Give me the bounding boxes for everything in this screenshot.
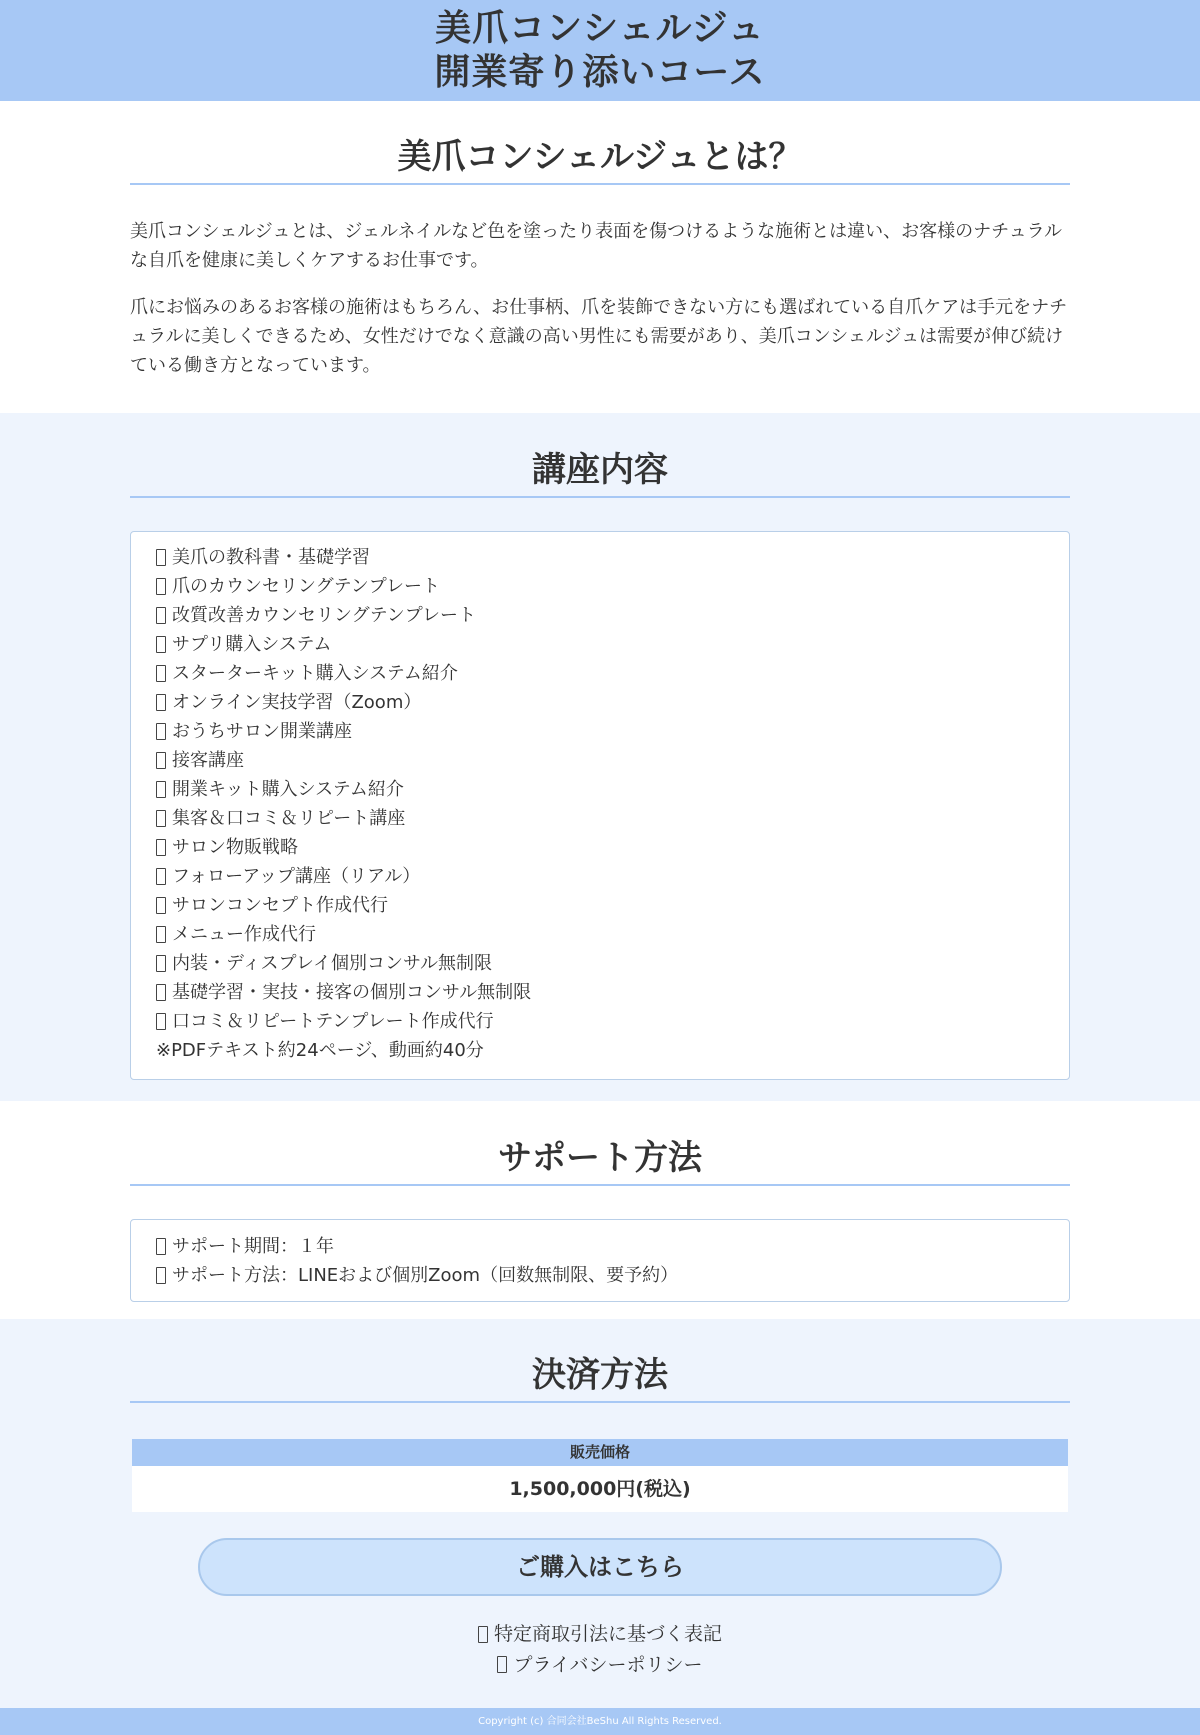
page-header bbox=[0, 0, 1200, 101]
course-item-label: サロンコンセプト作成代行 bbox=[172, 895, 388, 916]
course-item-label: サロン物販戦略 bbox=[172, 837, 298, 858]
course-item-label: フォローアップ講座（リアル） bbox=[172, 866, 421, 887]
list-item bbox=[156, 949, 1044, 978]
course-list bbox=[156, 543, 1044, 1036]
checkbox-icon bbox=[156, 781, 166, 798]
list-item bbox=[156, 862, 1044, 891]
list-item bbox=[156, 717, 1044, 746]
checkbox-icon bbox=[156, 868, 166, 885]
policy-links bbox=[130, 1620, 1070, 1681]
checkbox-icon bbox=[156, 1013, 166, 1030]
price-label: 販売価格 bbox=[132, 1439, 1068, 1466]
course-section bbox=[0, 413, 1200, 1101]
payment-title: 決済方法 bbox=[130, 1353, 1070, 1403]
course-item-label: 口コミ＆リピートテンプレート作成代行 bbox=[172, 1011, 494, 1032]
course-item-label: 接客講座 bbox=[172, 750, 244, 771]
support-period: サポート期間：１年 bbox=[172, 1236, 334, 1257]
list-item bbox=[156, 746, 1044, 775]
checkbox-icon bbox=[156, 578, 166, 595]
checkbox-icon bbox=[156, 926, 166, 943]
about-section bbox=[0, 101, 1200, 413]
list-item bbox=[156, 891, 1044, 920]
course-title: 講座内容 bbox=[130, 448, 1070, 498]
tokusho-link[interactable] bbox=[478, 1620, 722, 1648]
about-title: 美爪コンシェルジュとは？ bbox=[130, 135, 1070, 185]
list-item bbox=[156, 978, 1044, 1007]
list-item bbox=[156, 1232, 1044, 1261]
list-item bbox=[156, 920, 1044, 949]
course-item-label: 基礎学習・実技・接客の個別コンサル無制限 bbox=[172, 982, 532, 1003]
checkbox-icon bbox=[156, 1267, 166, 1284]
course-note: ※PDFテキスト約24ページ、動画約40分 bbox=[156, 1040, 484, 1061]
course-item-label: 集客＆口コミ＆リピート講座 bbox=[172, 808, 406, 829]
checkbox-icon bbox=[156, 665, 166, 682]
link-icon bbox=[478, 1626, 488, 1643]
checkbox-icon bbox=[156, 752, 166, 769]
list-item bbox=[156, 630, 1044, 659]
page-title-line2: 開業寄り添いコース bbox=[434, 51, 766, 93]
course-item-label: 改質改善カウンセリングテンプレート bbox=[172, 605, 477, 626]
about-paragraph-1: 美爪コンシェルジュとは、ジェルネイルなど色を塗ったり表面を傷つけるような施術とは違い、お客様のナチュラルな自爪を健康に美しくケアするお仕事です。 bbox=[130, 221, 1063, 271]
list-item bbox=[156, 833, 1044, 862]
checkbox-icon bbox=[156, 984, 166, 1001]
course-list-box bbox=[130, 531, 1070, 1080]
list-item bbox=[156, 1261, 1044, 1290]
list-item bbox=[156, 659, 1044, 688]
checkbox-icon bbox=[156, 810, 166, 827]
course-item-label: おうちサロン開業講座 bbox=[172, 721, 352, 742]
payment-section bbox=[0, 1319, 1200, 1708]
course-item-label: 美爪の教科書・基礎学習 bbox=[172, 547, 370, 568]
course-item-label: オンライン実技学習（Zoom） bbox=[172, 692, 422, 713]
link-icon bbox=[497, 1656, 507, 1673]
list-item bbox=[156, 601, 1044, 630]
privacy-link-label: プライバシーポリシー bbox=[513, 1653, 703, 1676]
buy-button[interactable]: ご購入はこちら bbox=[198, 1538, 1002, 1596]
course-item-label: 爪のカウンセリングテンプレート bbox=[172, 576, 441, 597]
tokusho-link-label: 特定商取引法に基づく表記 bbox=[493, 1623, 722, 1645]
privacy-link[interactable] bbox=[497, 1651, 702, 1679]
price-table bbox=[132, 1439, 1068, 1512]
support-box bbox=[130, 1219, 1070, 1302]
support-method: サポート方法：LINEおよび個別Zoom（回数無制限、要予約） bbox=[172, 1265, 679, 1286]
page-title-line1: 美爪コンシェルジュ bbox=[435, 7, 765, 49]
course-item-label: メニュー作成代行 bbox=[172, 924, 316, 945]
checkbox-icon bbox=[156, 897, 166, 914]
list-item bbox=[156, 572, 1044, 601]
list-item bbox=[156, 543, 1044, 572]
support-section bbox=[0, 1101, 1200, 1319]
checkbox-icon bbox=[156, 1238, 166, 1255]
price-value: 1,500,000円(税込) bbox=[132, 1466, 1068, 1512]
support-title: サポート方法 bbox=[130, 1136, 1070, 1186]
checkbox-icon bbox=[156, 694, 166, 711]
checkbox-icon bbox=[156, 549, 166, 566]
list-item bbox=[156, 804, 1044, 833]
checkbox-icon bbox=[156, 839, 166, 856]
checkbox-icon bbox=[156, 723, 166, 740]
checkbox-icon bbox=[156, 636, 166, 653]
course-item-label: 開業キット購入システム紹介 bbox=[172, 779, 404, 800]
course-item-label: 内装・ディスプレイ個別コンサル無制限 bbox=[172, 953, 493, 974]
page-footer: Copyright (c) 合同会社BeShu All Rights Reserved. bbox=[0, 1708, 1200, 1735]
list-item bbox=[156, 1007, 1044, 1036]
course-item-label: サプリ購入システム bbox=[172, 634, 332, 655]
checkbox-icon bbox=[156, 607, 166, 624]
course-item-label: スターターキット購入システム紹介 bbox=[172, 663, 458, 684]
about-paragraph-2: 爪にお悩みのあるお客様の施術はもちろん、お仕事柄、爪を装飾できない方にも選ばれている自爪ケアは手元をナチュラルに美しくできるため、女性だけでなく意識の高い男性にも需要があり、美爪コンシェルジュは需要が伸び続けている働き方となっています。 bbox=[130, 297, 1068, 376]
list-item bbox=[156, 775, 1044, 804]
list-item bbox=[156, 688, 1044, 717]
checkbox-icon bbox=[156, 955, 166, 972]
